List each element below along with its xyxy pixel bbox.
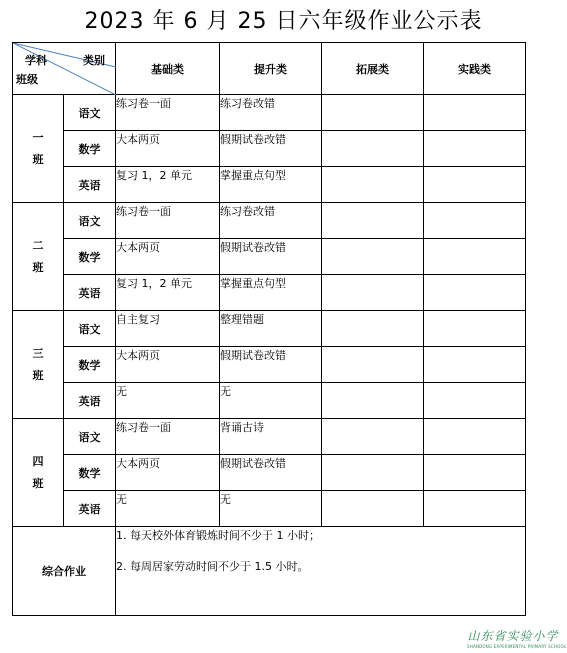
task-cell-advanced: 背诵古诗 (220, 419, 322, 455)
subject-cell: 语文 (64, 419, 116, 455)
task-cell-advanced: 假期试卷改错 (220, 239, 322, 275)
task-cell-advanced: 假期试卷改错 (220, 131, 322, 167)
subject-cell: 数学 (64, 131, 116, 167)
task-cell-extended (322, 95, 424, 131)
task-cell-extended (322, 167, 424, 203)
task-cell-practice (424, 311, 526, 347)
table-row (13, 167, 526, 203)
summary-item: 2. 每周居家劳动时间不少于 1.5 小时。 (116, 560, 309, 573)
task-cell-extended (322, 455, 424, 491)
table-row (13, 311, 526, 347)
table-row (13, 347, 526, 383)
task-cell-extended (322, 383, 424, 419)
page-title: 2023 年 6 月 25 日六年级作业公示表 (84, 9, 483, 34)
summary-item: 1. 每天校外体育锻炼时间不少于 1 小时； (116, 529, 320, 542)
table-row (13, 131, 526, 167)
task-cell-basic: 复习 1，2 单元 (116, 167, 220, 203)
corner-category-label: 类别 (83, 54, 105, 67)
task-cell-practice (424, 203, 526, 239)
task-cell-advanced: 掌握重点句型 (220, 167, 322, 203)
table-row (13, 383, 526, 419)
subject-cell: 数学 (64, 347, 116, 383)
task-cell-practice (424, 131, 526, 167)
corner-header-cell (13, 43, 116, 95)
task-cell-basic: 无 (116, 491, 220, 527)
task-cell-advanced: 练习卷改错 (220, 95, 322, 131)
class-name-char: 班 (32, 476, 44, 490)
table-row (13, 419, 526, 455)
task-cell-advanced: 无 (220, 491, 322, 527)
class-name-char: 班 (32, 368, 44, 382)
subject-cell: 语文 (64, 203, 116, 239)
table-row (13, 239, 526, 275)
task-cell-extended (322, 347, 424, 383)
corner-diagonal-lines (13, 43, 116, 95)
class-name-char: 二 (32, 238, 44, 252)
column-header-advanced: 提升类 (220, 43, 322, 95)
task-cell-basic: 大本两页 (116, 131, 220, 167)
task-cell-basic: 无 (116, 383, 220, 419)
school-logo (467, 627, 567, 649)
subject-cell: 英语 (64, 383, 116, 419)
task-cell-practice (424, 167, 526, 203)
task-cell-basic: 练习卷一面 (116, 95, 220, 131)
class-name-cell (13, 203, 64, 311)
task-cell-extended (322, 275, 424, 311)
task-cell-basic: 大本两页 (116, 347, 220, 383)
task-cell-basic: 大本两页 (116, 455, 220, 491)
school-logo-name: 山东省实验小学 (467, 629, 559, 643)
task-cell-extended (322, 491, 424, 527)
class-name-char: 三 (32, 346, 44, 360)
subject-cell: 数学 (64, 455, 116, 491)
task-cell-advanced: 掌握重点句型 (220, 275, 322, 311)
header-row (13, 43, 526, 95)
summary-row (13, 527, 526, 616)
table-row (13, 491, 526, 527)
class-name-char: 班 (32, 152, 44, 166)
subject-cell: 语文 (64, 311, 116, 347)
column-header-practice: 实践类 (424, 43, 526, 95)
column-header-basic: 基础类 (116, 43, 220, 95)
task-cell-advanced: 假期试卷改错 (220, 455, 322, 491)
column-header-extended: 拓展类 (322, 43, 424, 95)
class-name-cell (13, 95, 64, 203)
subject-cell: 数学 (64, 239, 116, 275)
task-cell-extended (322, 239, 424, 275)
task-cell-practice (424, 275, 526, 311)
task-cell-extended (322, 203, 424, 239)
task-cell-extended (322, 419, 424, 455)
task-cell-practice (424, 347, 526, 383)
corner-subject-label: 学科 (25, 54, 47, 67)
task-cell-advanced: 无 (220, 383, 322, 419)
subject-cell: 英语 (64, 167, 116, 203)
task-cell-advanced: 练习卷改错 (220, 203, 322, 239)
corner-class-label: 班级 (16, 73, 38, 86)
class-name-cell (13, 311, 64, 419)
task-cell-extended (322, 131, 424, 167)
homework-table (12, 42, 526, 616)
class-name-char: 四 (32, 454, 44, 468)
table-row (13, 203, 526, 239)
subject-cell: 语文 (64, 95, 116, 131)
task-cell-basic: 大本两页 (116, 239, 220, 275)
summary-label: 综合作业 (13, 527, 116, 616)
task-cell-basic: 复习 1，2 单元 (116, 275, 220, 311)
task-cell-practice (424, 383, 526, 419)
school-logo-english: SHANDONG EXPERIMENTAL PRIMARY SCHOOL (467, 644, 567, 649)
task-cell-advanced: 整理错题 (220, 311, 322, 347)
table-row (13, 275, 526, 311)
subject-cell: 英语 (64, 275, 116, 311)
class-name-cell (13, 419, 64, 527)
task-cell-practice (424, 419, 526, 455)
table-row (13, 95, 526, 131)
summary-content (116, 527, 526, 616)
class-name-char: 班 (32, 260, 44, 274)
task-cell-practice (424, 239, 526, 275)
task-cell-basic: 自主复习 (116, 311, 220, 347)
class-name-char: 一 (32, 130, 44, 144)
task-cell-practice (424, 455, 526, 491)
task-cell-basic: 练习卷一面 (116, 203, 220, 239)
task-cell-basic: 练习卷一面 (116, 419, 220, 455)
task-cell-extended (322, 311, 424, 347)
task-cell-practice (424, 491, 526, 527)
table-row (13, 455, 526, 491)
task-cell-advanced: 假期试卷改错 (220, 347, 322, 383)
task-cell-practice (424, 95, 526, 131)
subject-cell: 英语 (64, 491, 116, 527)
